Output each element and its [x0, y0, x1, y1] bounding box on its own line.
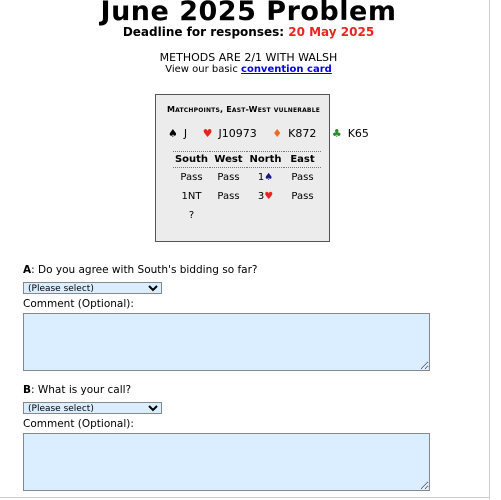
question-b-letter: B	[23, 384, 32, 396]
question-a-comment-label: Comment (Optional):	[23, 298, 134, 310]
auction-cell	[247, 206, 284, 225]
problem-box	[155, 94, 369, 242]
spade-icon: ♠	[168, 127, 178, 140]
methods-text: METHODS ARE 2/1 WITH WALSH	[159, 51, 338, 64]
auction-cell: Pass	[217, 191, 240, 202]
auction-header: West	[210, 152, 247, 168]
auction-row	[173, 168, 321, 188]
page-border-bottom	[0, 497, 489, 498]
auction-row	[173, 187, 321, 206]
auction-header: North	[247, 152, 284, 168]
spades-holding: ♠ J	[168, 127, 188, 140]
auction-cell: Pass	[180, 172, 203, 183]
question-b-comment-label: Comment (Optional):	[23, 418, 134, 430]
question-a-letter: A	[23, 264, 32, 276]
auction-table	[173, 151, 321, 225]
page-border-right	[489, 0, 490, 500]
problem-conditions: Matchpoints, East-West vulnerable	[166, 105, 321, 114]
diamond-icon: ♦	[272, 127, 283, 140]
deadline	[0, 25, 497, 39]
question-a-text: : Do you agree with South's bidding so far?	[31, 264, 258, 276]
auction-row	[173, 206, 321, 225]
clubs-holding: ♣ K65	[331, 127, 369, 140]
south-hand	[168, 127, 381, 140]
heart-icon: ♥	[202, 127, 213, 140]
auction-cell: Pass	[291, 172, 314, 183]
hearts-holding: ♥ J10973	[202, 127, 257, 140]
auction-cell: Pass	[291, 191, 314, 202]
convention-prefix: View our basic	[165, 64, 238, 75]
page-title: June 2025 Problem	[100, 0, 397, 27]
auction-header: South	[173, 152, 210, 168]
auction-cell: 3♥	[257, 191, 274, 202]
auction-cell	[284, 206, 321, 225]
question-b	[23, 384, 131, 396]
deadline-label: Deadline for responses:	[122, 25, 285, 39]
question-a	[23, 264, 258, 276]
spade-icon: ♠	[264, 172, 274, 183]
convention-line	[0, 64, 497, 75]
auction-header-row	[173, 152, 321, 168]
auction-cell: Pass	[217, 172, 240, 183]
heart-icon: ♥	[264, 191, 274, 202]
auction-cell: 1♠	[257, 172, 274, 183]
auction-header: East	[284, 152, 321, 168]
question-b-select[interactable]	[23, 402, 162, 414]
diamonds-holding: ♦ K872	[272, 127, 317, 140]
deadline-date: 20 May 2025	[288, 25, 375, 39]
question-a-comment-field[interactable]	[23, 313, 430, 371]
auction-cell: 1NT	[181, 191, 202, 202]
question-a-select[interactable]	[23, 282, 162, 294]
club-icon: ♣	[331, 127, 342, 140]
auction-cell	[210, 206, 247, 225]
auction-cell: ?	[188, 210, 195, 221]
question-b-text: : What is your call?	[31, 384, 132, 396]
question-b-comment-field[interactable]	[23, 433, 430, 491]
convention-card-link[interactable]: convention card	[241, 64, 332, 75]
